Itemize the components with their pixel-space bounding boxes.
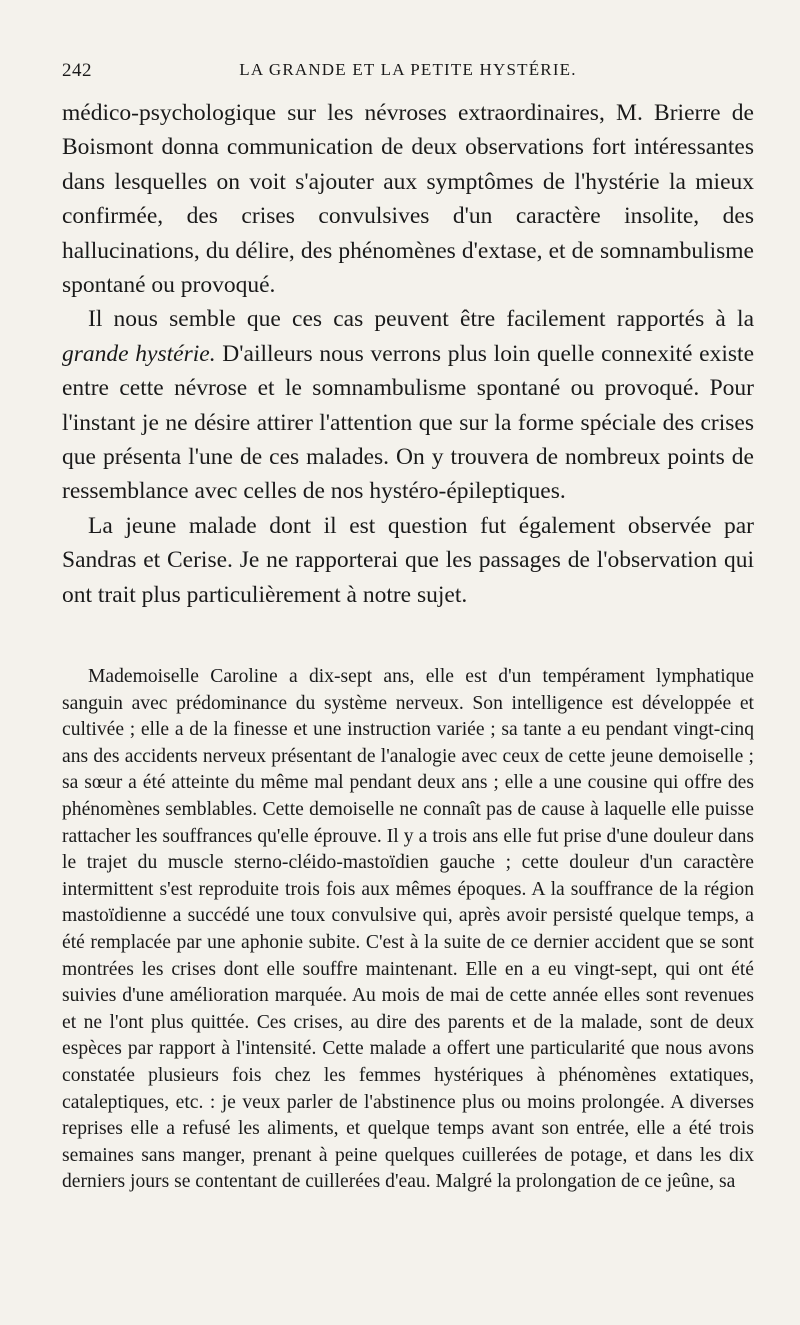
paragraph-text-before: Il nous semble que ces cas peuvent être facilement rapportés à la <box>88 306 754 333</box>
running-header <box>62 60 754 84</box>
paragraph-text-after: D'ailleurs nous verrons plus loin quelle connexité existe entre cette névrose et le somnambulisme spontané ou provoqué. Pour l'instant je ne désire attirer l'attention que sur la forme spéciale des crises que présenta l'une de ces malades. On y trouvera de nombreux points de ressemblance avec celles de nos hystéro-épileptiques. <box>62 340 755 505</box>
page-number: 242 <box>62 60 92 81</box>
paragraph-continuation: médico-psychologique sur les névroses extraordinaires, M. Brierre de Boismont donna communication de deux observations fort intéressantes dans lesquelles on voit s'ajouter aux symptômes de l'hystérie la mieux confirmée, des crises convulsives d'un caractère insolite, des hallucinations, du délire, des phénomènes d'extase, et de somnambulisme spontané ou provoqué. <box>62 100 754 299</box>
italic-term: grande hystérie. <box>62 340 216 367</box>
main-text <box>62 96 754 612</box>
paragraph-grande-hysterie <box>62 302 754 508</box>
paragraph-jeune-malade: La jeune malade dont il est question fut également observée par Sandras et Cerise. Je ne rapporterai que les passages de l'observation qui ont trait plus particulièrement à notre sujet. <box>62 512 754 608</box>
running-title: LA GRANDE ET LA PETITE HYSTÉRIE. <box>239 60 577 79</box>
observation-excerpt: Mademoiselle Caroline a dix-sept ans, elle est d'un tempérament lymphatique sanguin avec prédominance du système nerveux. Son intelligence est développée et cultivée ; elle a de la finesse et une instruction variée ; sa tante a eu pendant vingt-cinq ans des accidents nerveux présentant de l'analogie avec ceux de cette jeune demoiselle ; sa sœur a été atteinte du même mal pendant deux ans ; elle a une cousine qui offre des phénomènes semblables. Cette demoiselle ne connaît pas de cause à laquelle elle puisse rattacher les souffrances qu'elle éprouve. Il y a trois ans elle fut prise d'une douleur dans le trajet du muscle sterno-cléido-mastoïdien gauche ; cette douleur d'un caractère intermittent s'est reproduite trois fois aux mêmes époques. A la souffrance de la région mastoïdienne a succédé une toux convulsive qui, après avoir persisté quelque temps, a été remplacée par une aphonie subite. C'est à la suite de ce dernier accident que se sont montrées les crises dont elle souffre maintenant. Elle en a eu vingt-sept, qui ont été suivies d'une amélioration marquée. Au mois de mai de cette année elles sont revenues et ne l'ont plus quittée. Ces crises, au dire des parents et de la malade, sont de deux espèces par rapport à l'intensité. Cette malade a offert une particularité que nous avons constatée plusieurs fois chez les femmes hystériques à phénomènes extatiques, cataleptiques, etc. : je veux parler de l'abstinence plus ou moins prolongée. A diverses reprises elle a refusé les aliments, et quelque temps avant son entrée, elle a été trois semaines sans manger, prenant à peine quelques cuillerées de potage, et dans les dix derniers jours se contentant de cuillerées d'eau. Malgré la prolongation de ce jeûne, sa <box>62 666 754 1193</box>
